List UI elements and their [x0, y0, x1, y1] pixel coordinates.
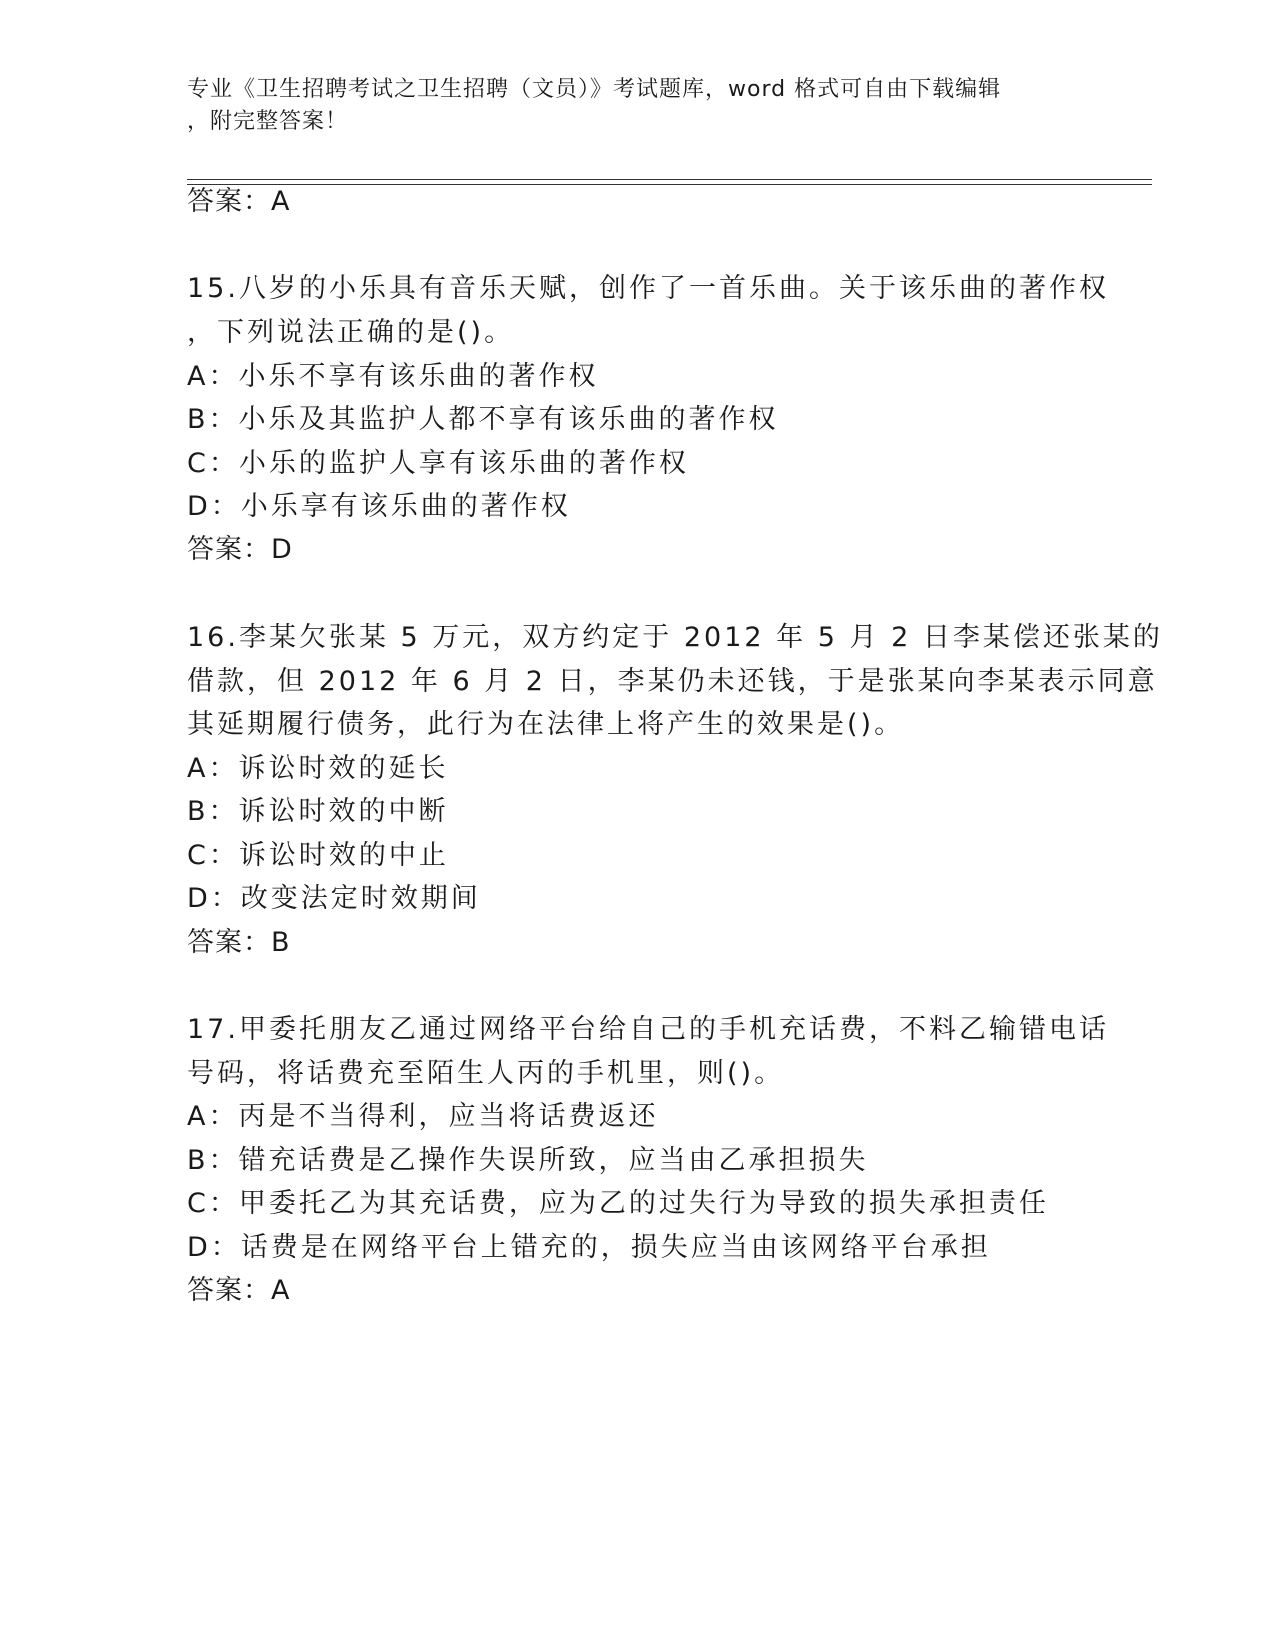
header-line-2: ，附完整答案！	[187, 109, 349, 134]
header-line-1: 专业《卫生招聘考试之卫生招聘（文员）》考试题库，word 格式可自由下载编辑	[187, 77, 1002, 102]
question-17-option-d: D：话费是在网络平台上错充的，损失应当由该网络平台承担	[187, 1232, 991, 1263]
question-17-answer: 答案：A	[187, 1275, 291, 1306]
question-17-option-b: B：错充话费是乙操作失误所致，应当由乙承担损失	[187, 1145, 869, 1176]
question-15-option-a: A：小乐不享有该乐曲的著作权	[187, 361, 599, 392]
question-16-stem-line-2: 借款，但 2012 年 6 月 2 日，李某仍未还钱，于是张某向李某表示同意	[187, 666, 1158, 697]
question-17-stem-line-1: 17.甲委托朋友乙通过网络平台给自己的手机充话费，不料乙输错电话	[187, 1014, 1109, 1045]
question-16-option-d: D：改变法定时效期间	[187, 883, 481, 914]
question-15-stem-line-1: 15.八岁的小乐具有音乐天赋，创作了一首乐曲。关于该乐曲的著作权	[187, 273, 1109, 304]
question-15-option-d: D：小乐享有该乐曲的著作权	[187, 491, 571, 522]
question-16-option-a: A：诉讼时效的延长	[187, 753, 449, 784]
question-17-option-a: A：丙是不当得利，应当将话费返还	[187, 1101, 659, 1132]
question-15-option-b: B：小乐及其监护人都不享有该乐曲的著作权	[187, 404, 779, 435]
header-rule-top	[187, 179, 1152, 180]
question-15-stem-line-2: ，下列说法正确的是()。	[187, 317, 515, 348]
question-16-stem-line-3: 其延期履行债务，此行为在法律上将产生的效果是()。	[187, 709, 905, 740]
previous-answer: 答案：A	[187, 186, 291, 217]
question-15-answer: 答案：D	[187, 534, 293, 565]
question-15-option-c: C：小乐的监护人享有该乐曲的著作权	[187, 448, 689, 479]
question-16-answer: 答案：B	[187, 927, 291, 958]
question-16-option-b: B：诉讼时效的中断	[187, 796, 449, 827]
question-16-option-c: C：诉讼时效的中止	[187, 840, 449, 871]
document-header	[187, 74, 1067, 138]
question-17-stem-line-2: 号码，将话费充至陌生人丙的手机里，则()。	[187, 1058, 785, 1089]
question-17-option-c: C：甲委托乙为其充话费，应为乙的过失行为导致的损失承担责任	[187, 1188, 1049, 1219]
question-16-stem-line-1: 16.李某欠张某 5 万元，双方约定于 2012 年 5 月 2 日李某偿还张某的	[187, 622, 1163, 653]
